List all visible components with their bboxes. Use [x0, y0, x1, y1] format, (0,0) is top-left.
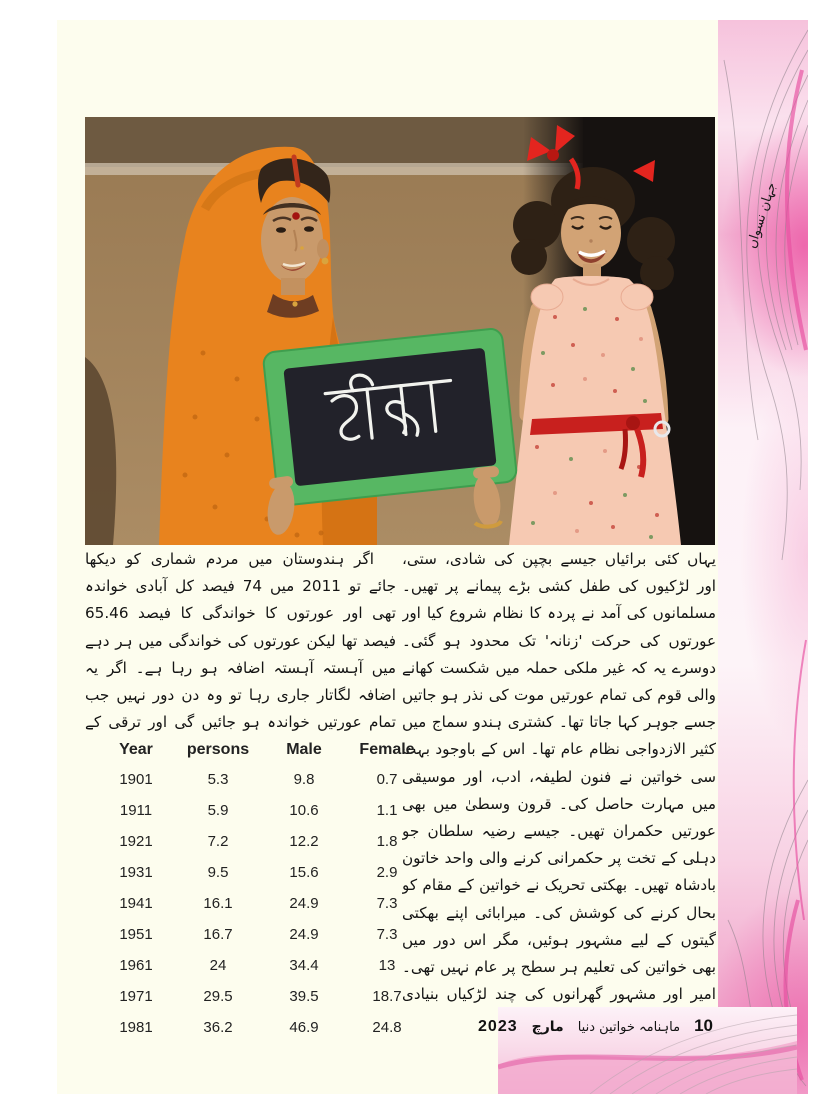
footer-line — [478, 1016, 713, 1036]
table-cell: 1931 — [119, 864, 153, 881]
table-header-cell: Female — [359, 741, 415, 758]
table-cell: 13 — [378, 957, 396, 974]
table-cell: 5.3 — [207, 771, 229, 788]
table-header-cell: Male — [286, 741, 322, 758]
table-cell: 29.5 — [203, 988, 233, 1005]
table-cell: 36.2 — [203, 1019, 233, 1036]
footer-year: 2023 — [478, 1018, 518, 1035]
table-cell: 7.2 — [207, 833, 229, 850]
table-cell: 24.9 — [289, 926, 319, 943]
table-header-cell: Year — [119, 741, 153, 758]
table-cell: 24 — [209, 957, 227, 974]
article-column-left: اگر ہندوستان میں مردم شماری کو دیکھا جائے تو 2011 میں 74 فیصد کل آبادی خواندہ تھی اور عورتوں کا خواندگی کا فیصد 65.46 فیصد تھا لیکن عورتوں کی خواندگی میں ہر دہے میں آہستہ آہستہ اضافہ ہو رہا ہے۔ اگر یہ اضافہ لگاتار جاری رہا تو وہ دن دور نہیں جب تمام عورتیں خواندہ ہو جائیں گی اور ترقی کے — [85, 550, 396, 732]
table-cell: 1971 — [119, 988, 153, 1005]
table-row — [100, 888, 430, 919]
table-cell: 18.7 — [372, 988, 402, 1005]
table-cell: 1.8 — [376, 833, 398, 850]
table-cell: 9.5 — [207, 864, 229, 881]
table-cell: 34.4 — [289, 957, 319, 974]
bindi — [292, 212, 300, 220]
photo-illustration — [85, 117, 715, 545]
table-row — [100, 857, 430, 888]
table-cell: 1961 — [119, 957, 153, 974]
table-row — [100, 1012, 430, 1043]
table-cell: 5.9 — [207, 802, 229, 819]
right-sidebar-strip — [718, 20, 808, 1094]
table-cell: 1951 — [119, 926, 153, 943]
table-row — [100, 764, 430, 795]
table-header-cell: persons — [186, 741, 250, 758]
article-column-right: یہاں کئی برائیاں جیسے بچپن کی شادی، ستی، اور لڑکیوں کی طفل کشی بڑے پیمانے پر تھیں۔ مسلمانوں کی آمد نے پردہ کا نظام شروع کیا اور عورتوں کی حرکت 'زنانہ' تک محدود ہو گئی۔ دوسرے یہ کہ غیر ملکی حملہ میں شکست کھانے والی قوم کی تمام عورتیں موت کی نذر ہو جاتیں جسے جوہر کہا جاتا تھا۔ کشتری ہندو سماج میں کثیر الازدواجی نظام عام تھا۔ اس کے باوجود بہت سی خواتین نے فنون لطیفہ، ادب، اور موسیقی میں مہارت حاصل کی۔ قرون وسطیٰ میں بھی عورتیں حکمران تھیں۔ جیسے رضیہ سلطان جو دہلی کے تخت پر حکمرانی کرنے والی واحد خاتون بادشاہ تھیں۔ بھکتی تحریک نے خواتین کے مقام کو بحال کرنے کی کوشش کی۔ میرابائی اپنے بھکتی گیتوں کے لیے مشہور ہوئیں، مگر اس دور میں بھی خواتین کی تعلیم ہر سطح پر عام نہیں تھی۔ امیر اور مشہور گھرانوں کی چند لڑکیاں بنیادی — [402, 550, 716, 1004]
table-cell: 1921 — [119, 833, 153, 850]
table-cell: 1911 — [119, 802, 153, 819]
table-cell: 1.1 — [376, 802, 398, 819]
footer-band — [478, 1007, 797, 1094]
footer-magazine-title: ماہنامہ خواتین دنیا — [577, 1020, 681, 1035]
table-row — [100, 795, 430, 826]
table-cell: 7.3 — [376, 895, 398, 912]
page-background — [57, 20, 808, 1094]
footer-page-number: 10 — [694, 1016, 713, 1035]
table-cell: 15.6 — [289, 864, 319, 881]
strip-swirl-decoration — [718, 20, 808, 1094]
table-cell: 7.3 — [376, 926, 398, 943]
table-cell: 0.7 — [376, 771, 398, 788]
table-row — [100, 919, 430, 950]
table-cell: 2.9 — [376, 864, 398, 881]
table-header-row — [100, 736, 430, 764]
table-cell: 1941 — [119, 895, 153, 912]
footer-month: مارچ — [531, 1019, 564, 1035]
table-cell: 46.9 — [289, 1019, 319, 1036]
table-cell: 24.8 — [372, 1019, 402, 1036]
table-cell: 12.2 — [289, 833, 319, 850]
table-cell: 10.6 — [289, 802, 319, 819]
table-cell: 16.7 — [203, 926, 233, 943]
table-cell: 1981 — [119, 1019, 153, 1036]
article-photo — [85, 117, 715, 545]
table-row — [100, 826, 430, 857]
literacy-table — [100, 736, 430, 1043]
earring — [322, 258, 329, 265]
table-row — [100, 950, 430, 981]
table-cell: 24.9 — [289, 895, 319, 912]
table-cell: 1901 — [119, 771, 153, 788]
sidebar-vertical-title: جہان نسواں — [744, 180, 780, 251]
table-cell: 16.1 — [203, 895, 233, 912]
table-body — [100, 764, 430, 1043]
table-row — [100, 981, 430, 1012]
table-cell: 39.5 — [289, 988, 319, 1005]
table-cell: 9.8 — [293, 771, 315, 788]
